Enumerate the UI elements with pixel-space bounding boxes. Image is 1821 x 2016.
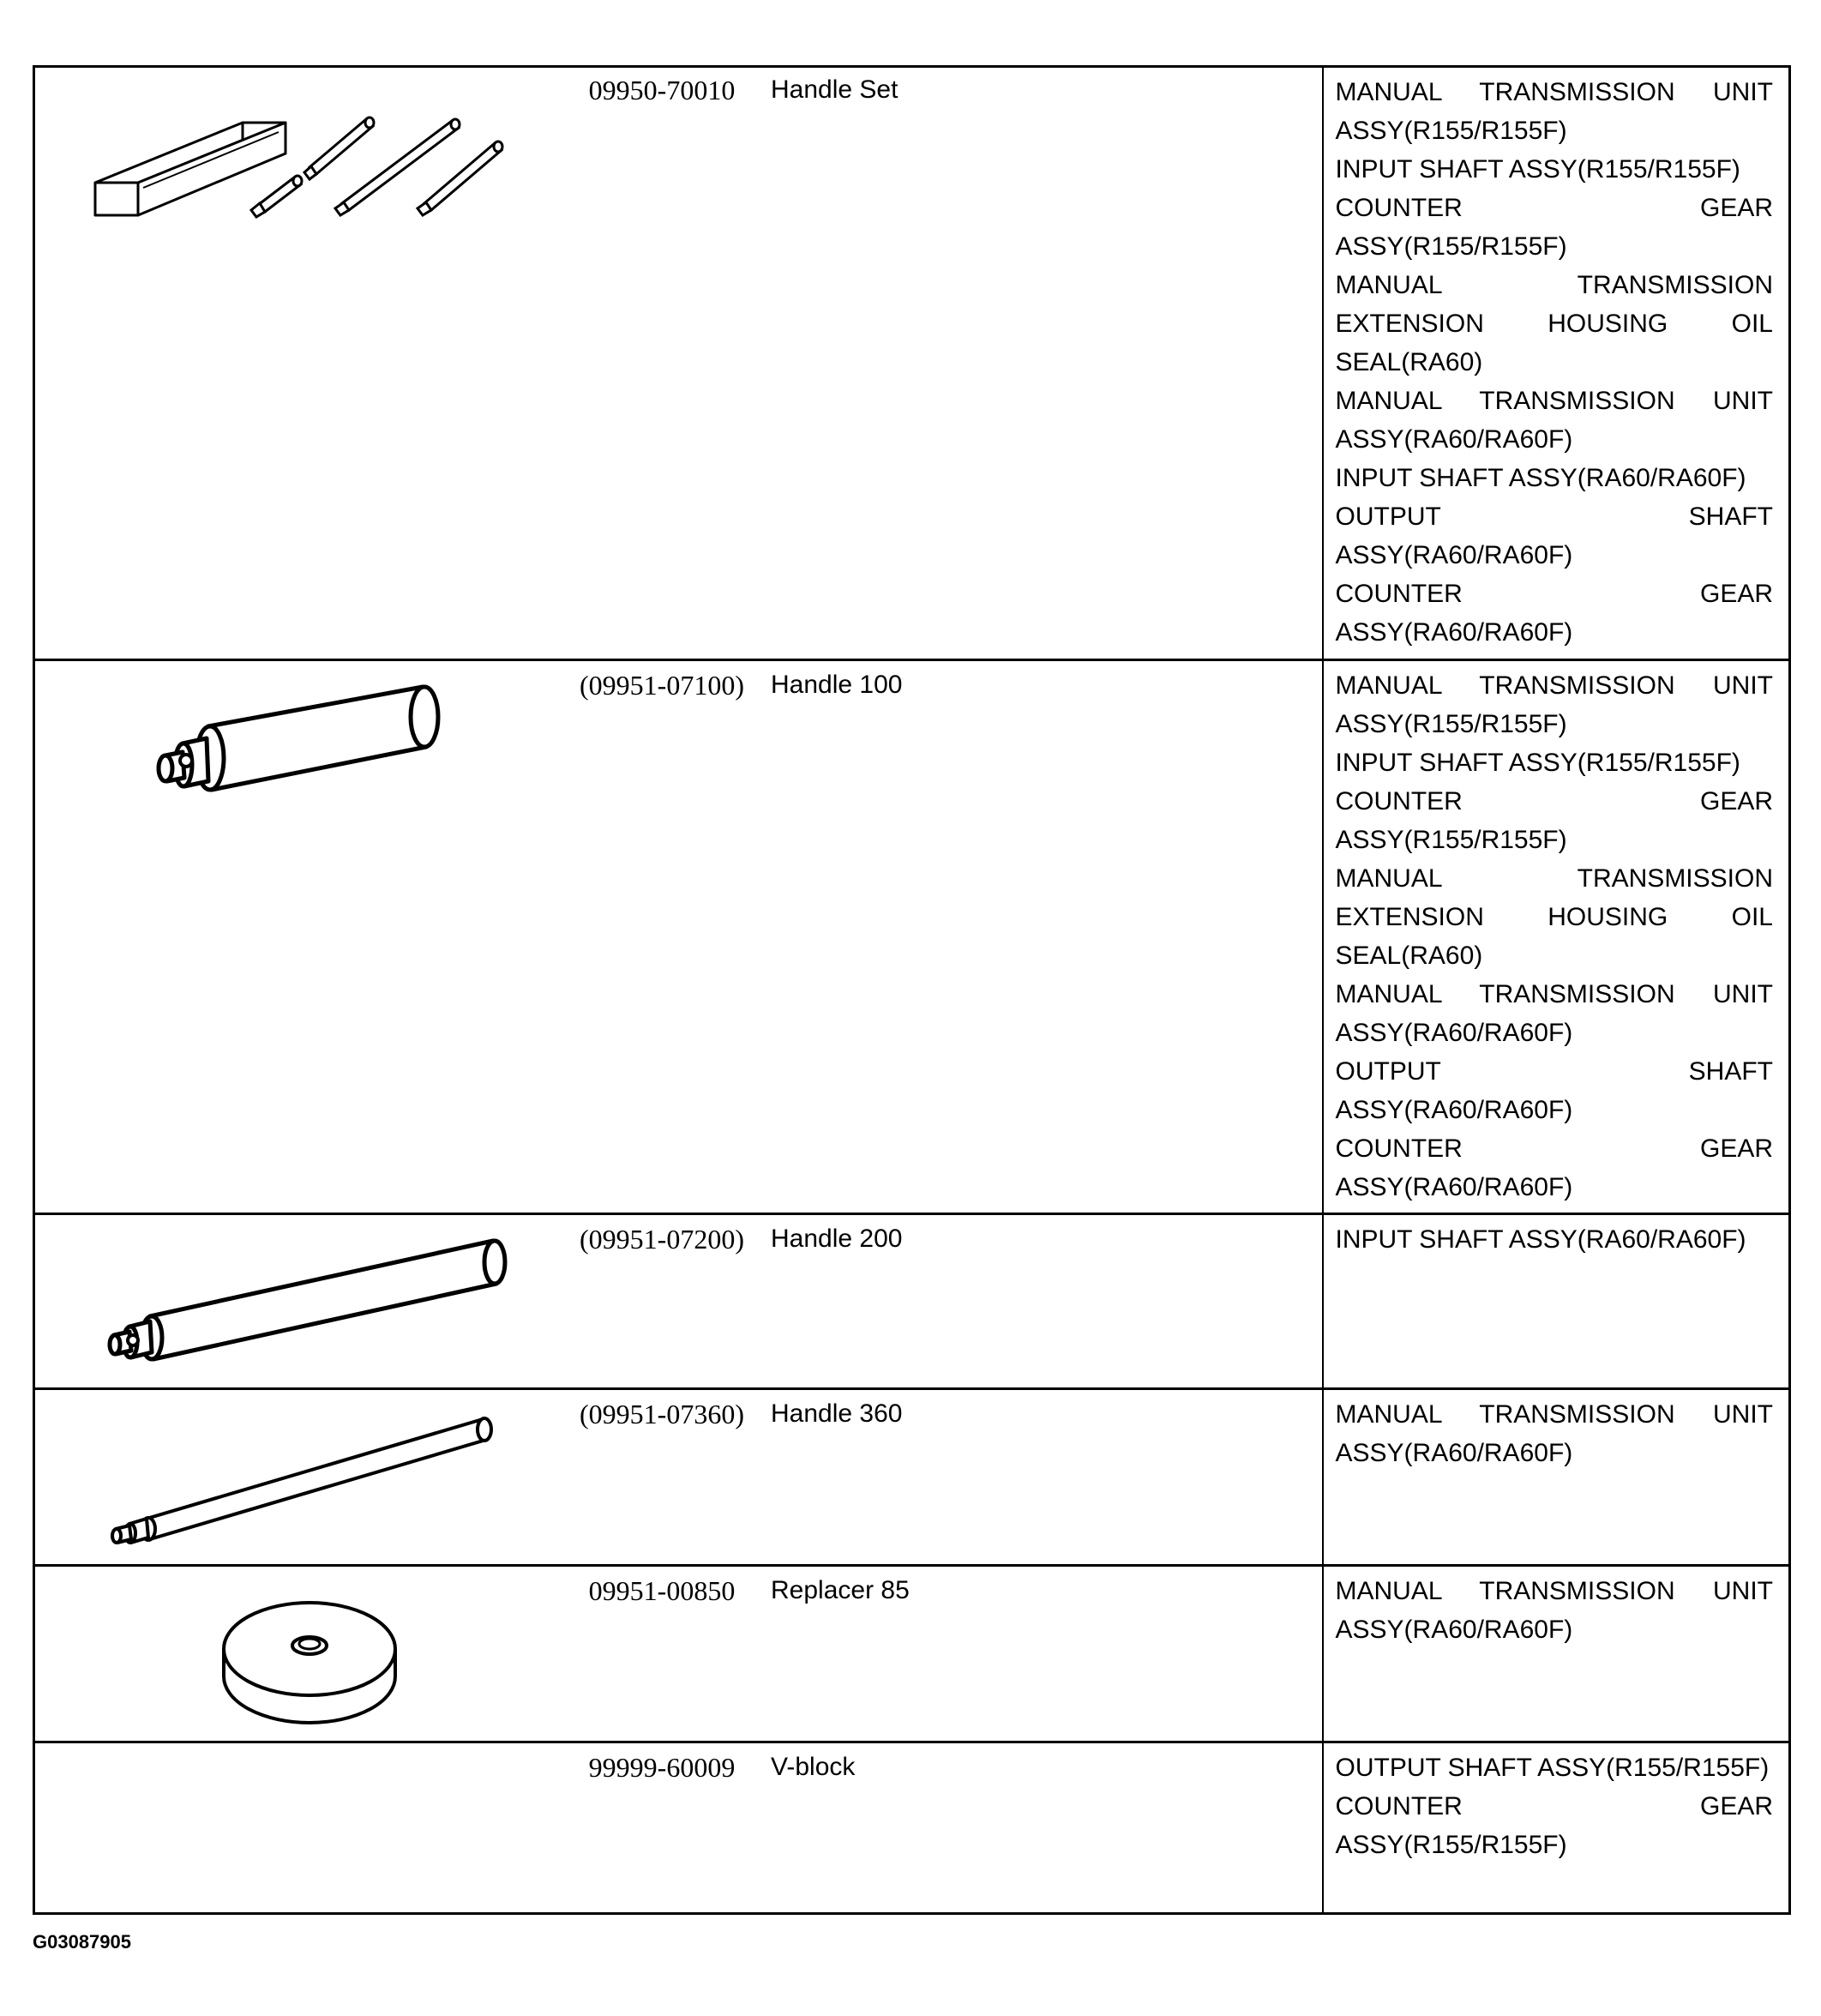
application-item: OUTPUT SHAFT ASSY(R155/R155F)	[1335, 1754, 1770, 1782]
replacer-85-illustration	[61, 1567, 524, 1743]
handle-100-illustration	[61, 661, 524, 833]
tool-name: Handle 100	[771, 671, 903, 699]
application-item: INPUT SHAFT ASSY(RA60/RA60F)	[1335, 1225, 1746, 1254]
application-item: MANUAL TRANSMISSION EXTENSION HOUSING OIL SEAL(RA60)	[1335, 271, 1773, 376]
part-number: (09951-07100)	[580, 670, 744, 701]
application-item: COUNTER GEAR ASSY(R155/R155F)	[1335, 1792, 1773, 1859]
tool-name: Handle Set	[771, 75, 898, 104]
part-number: (09951-07360)	[580, 1399, 744, 1429]
part-number: (09951-07200)	[580, 1224, 744, 1255]
part-number: 09951-00850	[588, 1575, 736, 1606]
handle-360-illustration	[61, 1390, 524, 1567]
application-item: COUNTER GEAR ASSY(R155/R155F)	[1335, 787, 1773, 854]
application-item: MANUAL TRANSMISSION EXTENSION HOUSING OIL SEAL(RA60)	[1335, 864, 1773, 970]
table-row	[34, 1214, 1790, 1389]
table-row	[34, 1742, 1790, 1914]
application-item: OUTPUT SHAFT ASSY(RA60/RA60F)	[1335, 1057, 1773, 1124]
tool-cell	[34, 1742, 1323, 1914]
application-item: INPUT SHAFT ASSY(RA60/RA60F)	[1335, 464, 1746, 492]
application-item: INPUT SHAFT ASSY(R155/R155F)	[1335, 155, 1740, 184]
application-item: MANUAL TRANSMISSION UNIT ASSY(RA60/RA60F)	[1335, 1400, 1773, 1467]
application-item: INPUT SHAFT ASSY(R155/R155F)	[1335, 749, 1740, 777]
application-item: MANUAL TRANSMISSION UNIT ASSY(R155/R155F)	[1335, 78, 1773, 145]
handle-set-illustration	[61, 68, 524, 274]
application-item: COUNTER GEAR ASSY(RA60/RA60F)	[1335, 580, 1773, 647]
table-row	[34, 1389, 1790, 1566]
tool-cell	[34, 1566, 1323, 1742]
table-row	[34, 660, 1790, 1214]
tool-name: V-block	[771, 1753, 856, 1781]
tool-cell	[34, 1389, 1323, 1566]
part-number: 09950-70010	[588, 75, 736, 105]
applications-cell	[1323, 1566, 1790, 1742]
part-number: 99999-60009	[588, 1752, 736, 1783]
applications-cell	[1323, 1742, 1790, 1914]
application-item: MANUAL TRANSMISSION UNIT ASSY(RA60/RA60F)	[1335, 387, 1773, 454]
table-row	[34, 67, 1790, 660]
special-service-tools-table	[33, 65, 1791, 1915]
figure-code: G03087905	[33, 1931, 131, 1953]
tool-cell	[34, 660, 1323, 1214]
application-item: MANUAL TRANSMISSION UNIT ASSY(R155/R155F)	[1335, 671, 1773, 738]
applications-cell	[1323, 1389, 1790, 1566]
application-item: MANUAL TRANSMISSION UNIT ASSY(RA60/RA60F)	[1335, 1577, 1773, 1644]
tool-cell	[34, 67, 1323, 660]
handle-200-illustration	[61, 1215, 524, 1387]
application-item: COUNTER GEAR ASSY(RA60/RA60F)	[1335, 1134, 1773, 1201]
tool-name: Handle 360	[771, 1399, 903, 1428]
table-row	[34, 1566, 1790, 1742]
application-item: OUTPUT SHAFT ASSY(RA60/RA60F)	[1335, 502, 1773, 569]
applications-cell	[1323, 660, 1790, 1214]
tool-cell	[34, 1214, 1323, 1389]
tool-name: Replacer 85	[771, 1576, 910, 1604]
tool-name: Handle 200	[771, 1225, 903, 1253]
applications-cell	[1323, 1214, 1790, 1389]
application-item: MANUAL TRANSMISSION UNIT ASSY(RA60/RA60F)	[1335, 980, 1773, 1047]
application-item: COUNTER GEAR ASSY(R155/R155F)	[1335, 194, 1773, 261]
applications-cell	[1323, 67, 1790, 660]
